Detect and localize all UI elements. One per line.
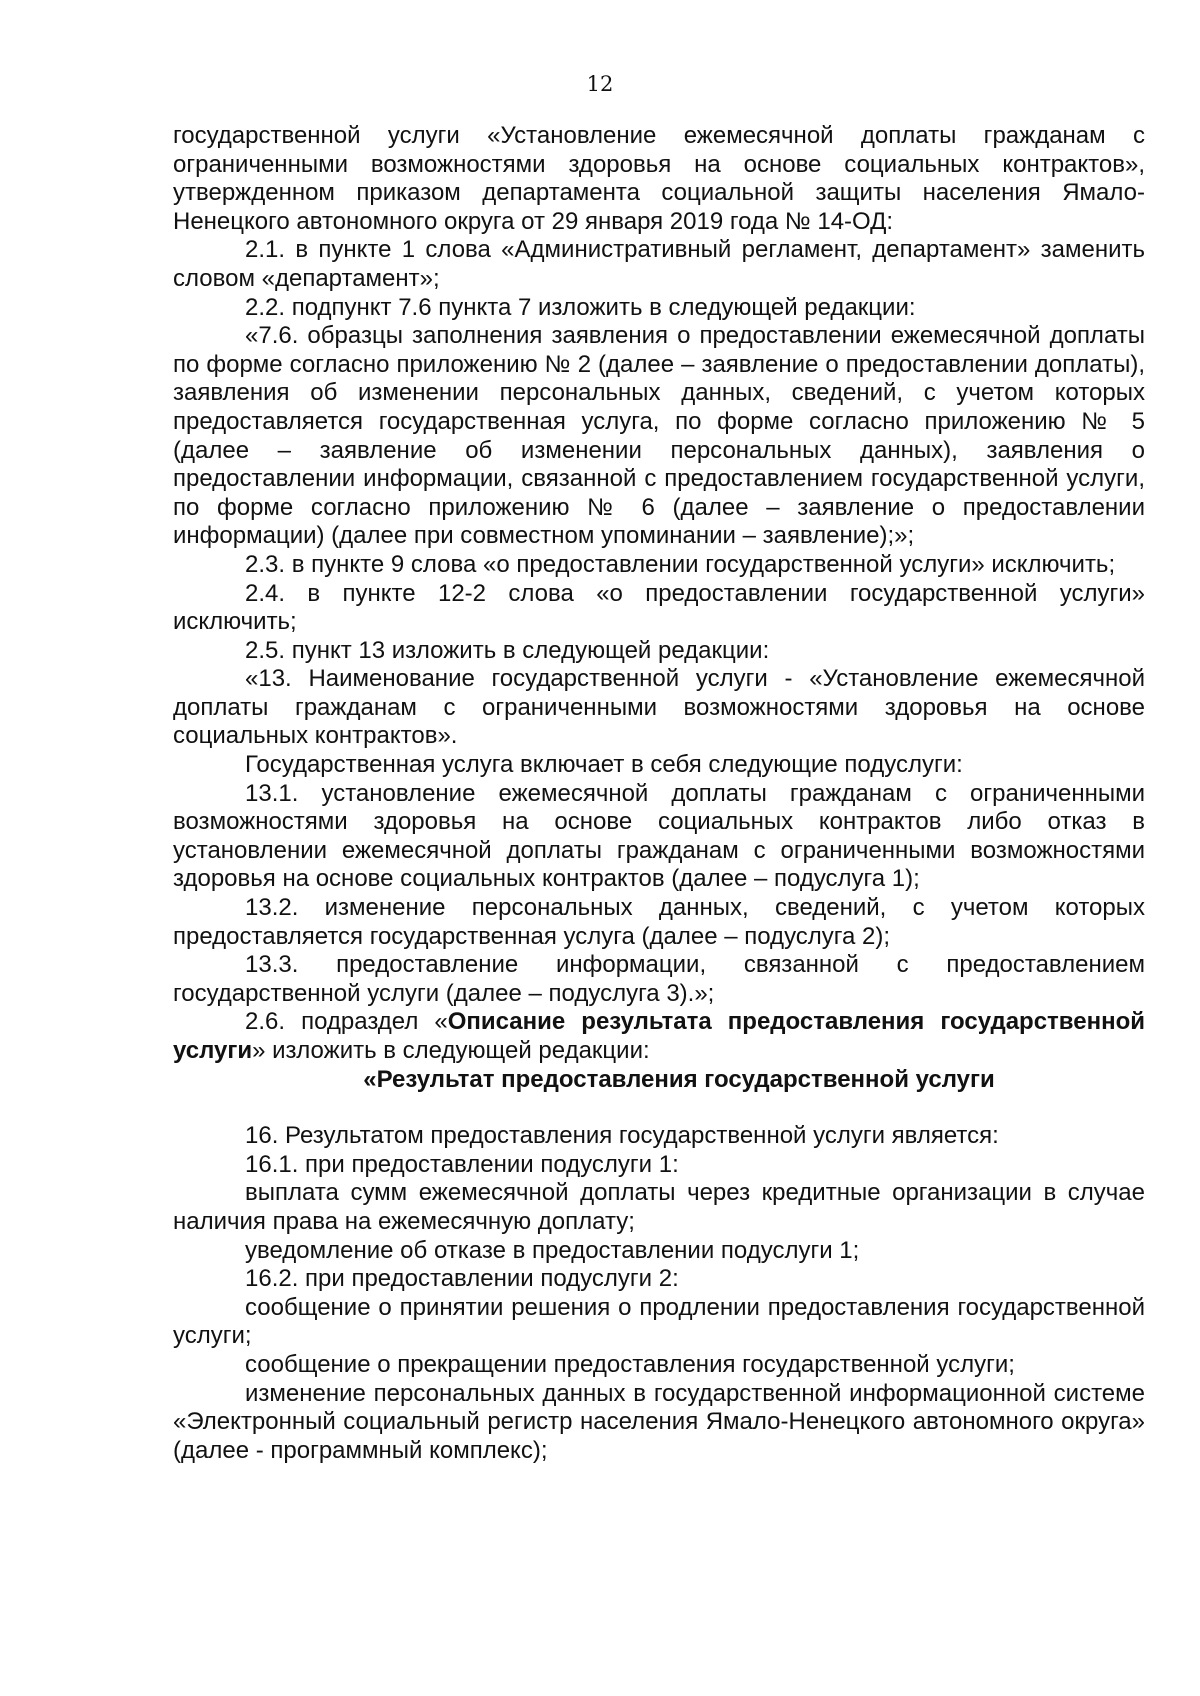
paragraph-2-5: 2.5. пункт 13 изложить в следующей редакции:: [245, 636, 770, 664]
paragraph-extension-message: сообщение о принятии решения о продлении предоставления государственной услуги;: [173, 1293, 1145, 1350]
paragraph-refusal-notice: уведомление об отказе в предоставлении подуслуги 1;: [245, 1236, 860, 1264]
paragraph-intro: государственной услуги «Установление ежемесячной доплаты гражданам с ограниченными возможностями здоровья на основе социальных контрактов», утвержденном приказом департамента социальной защиты населения Ямало-Ненецкого автономного округа от 29 января 2019 года № 14-ОД:: [173, 122, 1145, 235]
paragraph-2-6: [173, 1008, 1145, 1065]
paragraph-13-3: 13.3. предоставление информации, связанной с предоставлением государственной услуги (далее – подуслуга 3).»;: [173, 951, 1145, 1007]
paragraph-13-1: 13.1. установление ежемесячной доплаты гражданам с ограниченными возможностями здоровья на основе социальных контрактов либо отказ в установлении ежемесячной доплаты гражданам с ограниченными возможностями здоровья на основе социальных контрактов (далее – подуслуга 1);: [173, 779, 1145, 893]
paragraph-13-2: 13.2. изменение персональных данных, сведений, с учетом которых предоставляется государственная услуга (далее – подуслуга 2);: [173, 894, 1145, 950]
paragraph-16-1: 16.1. при предоставлении подуслуги 1:: [245, 1150, 679, 1178]
paragraph-7-6: «7.6. образцы заполнения заявления о предоставлении ежемесячной доплаты по форме согласно приложению № 2 (далее – заявление о предоставлении доплаты), заявления об изменении персональных данных, сведений, с учетом которых предоставляется государственная услуга, по форме согласно приложению № 5 (далее – заявление об изменении персональных данных), заявления о предоставлении информации, связанной с предоставлением государственной услуги, по форме согласно приложению № 6 (далее – заявление о предоставлении информации) (далее при совместном упоминании – заявление);»;: [173, 322, 1145, 550]
paragraph-subservices: Государственная услуга включает в себя следующие подуслуги:: [245, 751, 963, 779]
paragraph-termination-message: сообщение о прекращении предоставления государственной услуги;: [245, 1350, 1015, 1378]
section-heading: «Результат предоставления государственной услуги: [363, 1065, 995, 1093]
page-number: 12: [586, 72, 614, 96]
document-body: [173, 122, 1145, 1465]
paragraph-2-3: 2.3. в пункте 9 слова «о предоставлении государственной услуги» исключить;: [245, 550, 1116, 578]
paragraph-2-6-before: 2.6. подраздел «: [245, 1008, 448, 1036]
paragraph-data-change: изменение персональных данных в государственной информационной системе «Электронный социальный регистр населения Ямало-Ненецкого автономного округа» (далее - программный комплекс);: [173, 1379, 1145, 1464]
paragraph-2-6-bold: Описание результата предоставления государственной услуги: [173, 1008, 1145, 1064]
paragraph-16-2: 16.2. при предоставлении подуслуги 2:: [245, 1265, 679, 1293]
paragraph-2-2: 2.2. подпункт 7.6 пункта 7 изложить в следующей редакции:: [245, 293, 916, 321]
paragraph-16: 16. Результатом предоставления государственной услуги является:: [245, 1122, 999, 1150]
paragraph-2-4: 2.4. в пункте 12-2 слова «о предоставлении государственной услуги» исключить;: [173, 579, 1145, 636]
paragraph-2-1: 2.1. в пункте 1 слова «Административный регламент, департамент» заменить словом «департамент»;: [173, 236, 1145, 292]
paragraph-payment: выплата сумм ежемесячной доплаты через кредитные организации в случае наличия права на ежемесячную доплату;: [173, 1179, 1145, 1235]
paragraph-2-6-after: » изложить в следующей редакции:: [252, 1037, 650, 1064]
paragraph-13: «13. Наименование государственной услуги - «Установление ежемесячной доплаты гражданам с ограниченными возможностями здоровья на основе социальных контрактов».: [173, 665, 1145, 750]
